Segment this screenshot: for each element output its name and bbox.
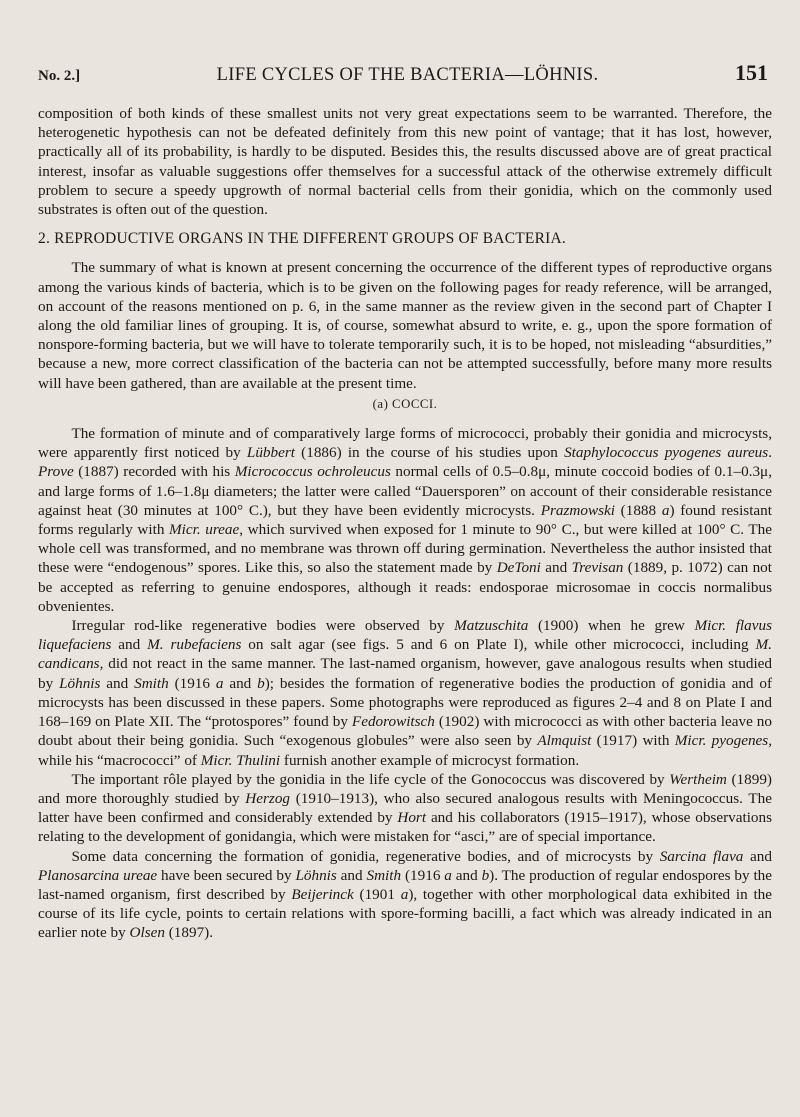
- text-run: and: [223, 674, 258, 692]
- italic-term: a: [661, 501, 670, 519]
- text-run: (1900) when he grew: [528, 617, 695, 635]
- body-text: [38, 104, 772, 943]
- section-heading: 2. REPRODUCTIVE ORGANS IN THE DIFFERENT GROUPS OF BACTERIA.: [38, 230, 566, 248]
- italic-term: Staphylococcus pyogenes aureus: [564, 444, 769, 462]
- text-run: ) found resistant forms regularly with: [38, 501, 772, 539]
- text-run: ); besides the formation of regenerative bodies the production of gonidia and of microcysts has been discussed in these papers. Some photographs were reproduced as figures 2–4 and 8 on Plate I and 168–169 on Plate XII. The “protospores” found by: [38, 674, 773, 731]
- italic-term: Almquist: [537, 732, 592, 750]
- italic-term: Prove: [38, 463, 74, 481]
- italic-term: Micr. flavus liquefaciens: [38, 617, 772, 654]
- text-run: (1897).: [164, 924, 214, 942]
- text-run: , did not react in the same manner. The last-named organism, however, gave analogous results when studied by: [38, 655, 772, 692]
- paragraph-micrococci: [38, 424, 772, 616]
- italic-term: Micr. ureae: [169, 521, 240, 539]
- text-run: (1886) in the course of his studies upon: [294, 444, 565, 462]
- text-run: The important rôle played by the gonidia in the life cycle of the Gonococcus was discovered by: [71, 770, 670, 788]
- text-run: The formation of minute and of comparatively large forms of micrococci, probably their gonidia and microcysts, were apparently first noticed by: [38, 425, 772, 462]
- italic-term: b: [481, 866, 490, 884]
- italic-term: b: [257, 674, 265, 692]
- italic-term: Trevisan: [571, 559, 624, 577]
- text-run: ). The production of regular endospores by the last-named organism, first described by: [38, 866, 773, 903]
- subsection-heading: (a) COCCI.: [372, 396, 438, 411]
- italic-term: M. candicans: [38, 636, 772, 673]
- text-run: normal cells of 0.5–0.8μ, minute coccoid bodies of 0.1–0.3μ, and large forms of 1.6–1.8μ diameters; the latter were called “Dauersporen” on account of their considerable resistance against heat (30 minutes at 100° C.), but they have been evidently microcysts.: [38, 463, 773, 519]
- italic-term: Wertheim: [669, 770, 727, 788]
- text-run: and: [111, 636, 148, 654]
- text-run: (1910–1913), who also secured analogous results with Meningococcus. The latter have been confirmed and considerably extended by: [38, 789, 772, 827]
- italic-term: Prazmowski: [540, 501, 615, 519]
- text-run: Irregular rod-like regenerative bodies were observed by: [71, 617, 455, 635]
- italic-term: M. rubefaciens: [147, 636, 242, 654]
- italic-term: Matzuschita: [454, 617, 529, 635]
- text-run: , while his “macrococci” of: [38, 732, 772, 769]
- text-run: and: [100, 674, 135, 692]
- text-run: (1887) recorded with his: [73, 463, 235, 481]
- issue-number: No. 2.]: [38, 68, 81, 84]
- text-run: and: [336, 866, 367, 884]
- italic-term: a: [215, 674, 224, 692]
- text-run: and: [540, 559, 572, 577]
- paragraph-regenerative-bodies: [38, 616, 772, 770]
- text-run: The summary of what is known at present concerning the occurrence of the different types of reproductive organs among the various kinds of bacteria, which is to be given on the following pages for ready reference, will be arranged, on account of the reasons mentioned on p. 6, in the same manner as the review given in the second part of Chapter I along the old familiar lines of grouping. It is, of course, somewhat absurd to write, e. g., upon the spore formation of nonspore-forming bacteria, but we will have to tolerate temporarily such, it is to be hoped, not misleading “absurdities,” because a new, more correct classification of the bacteria can not be attempted successfully, before many more results will have been gathered, than are available at the present time.: [38, 259, 772, 392]
- text-run: have been secured by: [157, 866, 296, 884]
- text-run: (1916: [401, 866, 445, 884]
- italic-term: Fedorowitsch: [351, 713, 435, 731]
- text-run: ), together with other morphological data exhibited in the course of its life cycle, points to certain relations with spore-forming bacilli, a fact which was already indicated in an earlier note by: [38, 885, 772, 942]
- running-header: [38, 60, 768, 90]
- text-run: (1902) with micrococci as with other bacteria leave no doubt about their being gonidia. Such “exogenous globules” were also seen by: [38, 713, 772, 750]
- text-run: on salt agar (see figs. 5 and 6 on Plate I), while other micrococci, including: [241, 636, 756, 654]
- text-run: (1888: [614, 501, 662, 519]
- italic-term: Beijerinck: [291, 885, 354, 903]
- italic-term: Smith: [366, 866, 402, 884]
- italic-term: Sarcina flava: [659, 847, 744, 865]
- italic-term: Löhnis: [59, 674, 101, 692]
- text-run: (1917) with: [591, 732, 675, 750]
- text-run: Some data concerning the formation of gonidia, regenerative bodies, and of microcysts by: [71, 847, 660, 865]
- italic-term: a: [444, 866, 452, 884]
- text-run: , which survived when exposed for 1 minute to 90° C., but were killed at 100° C. The whole cell was transformed, and no membrane was thrown off during germination. Nevertheless the author insisted that these were “endogenous” spores. Like this, so also the statement made by: [38, 521, 772, 577]
- italic-term: Hort: [397, 809, 427, 827]
- paragraph-sarcina: [38, 847, 772, 943]
- text-run: (1899) and more thoroughly studied by: [38, 770, 772, 807]
- text-run: (1889, p. 1072) can not be accepted as referring to genuine endospores, although it reads: endosporae microsomae in coccis normalibus obvenientes.: [38, 559, 772, 615]
- italic-term: Micr. pyogenes: [674, 732, 769, 750]
- italic-term: DeToni: [496, 559, 541, 577]
- text-run: (1916: [168, 674, 216, 692]
- italic-term: Smith: [134, 674, 169, 692]
- italic-term: Planosarcina ureae: [38, 866, 158, 884]
- running-title: LIFE CYCLES OF THE BACTERIA—LÖHNIS.: [216, 65, 599, 85]
- paragraph-gonococcus: [38, 770, 772, 847]
- text-run: .: [768, 444, 772, 462]
- italic-term: a: [400, 885, 409, 903]
- paragraph-continuation: [38, 104, 772, 219]
- italic-term: Herzog: [245, 789, 291, 807]
- text-run: (1901: [353, 885, 401, 903]
- text-run: composition of both kinds of these smallest units not very great expectations seem to be warranted. Therefore, the heterogenetic hypothesis can not be defeated definitely from this new point of vantage; that it has lost, however, practically all of its probability, is hardly to be disputed. Besides this, the results discussed above are of great practical interest, insofar as valuable suggestions offer themselves for a successful attack of the otherwise extremely difficult problem to secure a speedy upgrowth of normal bacterial cells from their gonidia, which on the commonly used substrates is often out of the question.: [38, 105, 772, 219]
- text-run: and: [451, 866, 482, 884]
- page-number: 151: [734, 60, 768, 85]
- text-run: and: [743, 847, 772, 865]
- italic-term: Löhnis: [295, 866, 337, 884]
- italic-term: Micrococcus ochroleucus: [234, 463, 391, 481]
- italic-term: Olsen: [129, 924, 165, 942]
- paragraph-summary: [38, 258, 772, 392]
- text-run: furnish another example of microcyst formation.: [280, 751, 580, 769]
- italic-term: Lübbert: [246, 444, 295, 462]
- text-run: and his collaborators (1915–1917), whose observations relating to the development of gonidangia, which were mistaken for “asci,” are of special importance.: [38, 809, 773, 846]
- italic-term: Micr. Thulini: [200, 751, 281, 769]
